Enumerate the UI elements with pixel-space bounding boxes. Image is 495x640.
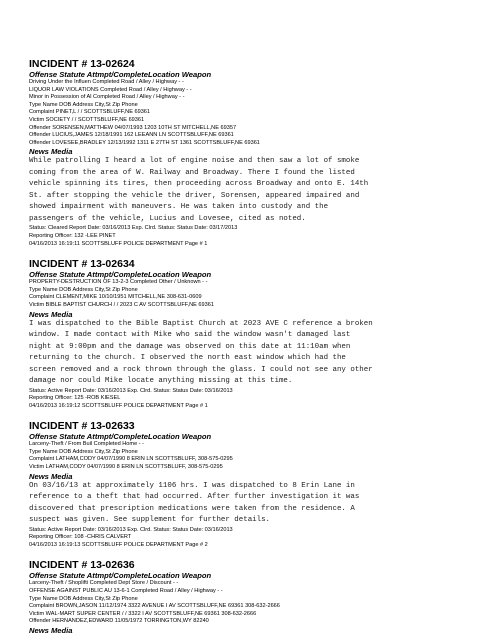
detail-line: Offender HERNANDEZ,EDWARD 11/05/1972 TORRINGTON,WY 82240 (29, 618, 209, 625)
news-media-label: News Media (29, 626, 73, 635)
detail-line: Larceny-Theft / From Buil Completed Home - - (29, 441, 145, 448)
narrative-line: On 03/16/13 at approximately 1106 hrs. I was dispatched to 8 Erin Lane in (29, 481, 355, 490)
detail-line: Complaint LATHAM,CODY 04/07/1990 8 ERIN LN SCOTTSBLUFF, 308-575-0295 (29, 456, 233, 463)
narrative-line: damage nor could Mike locate anything missing at this time. (29, 377, 293, 385)
narrative-line: I was dispatched to the Bible Baptist Church at 2023 AVE C reference a broken (29, 319, 373, 328)
detail-line: Complaint BROWN,JASON 11/12/1974 3322 AVENUE I AV SCOTTSBLUFF,NE 69361 308-632-2666 (29, 603, 280, 610)
detail-line: Larceny-Theft / Shoplifti Completed Dept Store / Discount - - (29, 580, 179, 587)
detail-line: Victim SOCIETY / / SCOTTSBLUFF,NE 69361 (29, 116, 145, 123)
incident-column-header: Offense Statute Attmpt/CompleteLocation Weapon (29, 432, 212, 442)
incident-block (29, 420, 495, 549)
detail-line: Type Name DOB Address City,St Zip Phone (29, 448, 138, 455)
incident-column-header: Offense Statute Attmpt/CompleteLocation Weapon (29, 270, 212, 280)
narrative (29, 481, 469, 527)
news-media-label: News Media (29, 309, 73, 319)
narrative-line: passengers of the vehicle, Lucius and Lovesee, cited as noted. (29, 214, 306, 223)
print-timestamp: 04/16/2013 16:19:12 SCOTTSBLUFF POLICE DEPARTMENT Page # 1 (29, 402, 208, 409)
detail-line: Complaint CLEMENT,MIKE 10/10/1951 MITCHELL,NE 308-631-0609 (29, 294, 202, 301)
print-timestamp: 04/16/2013 16:19:11 SCOTTSBLUFF POLICE DEPARTMENT Page # 1 (29, 240, 208, 247)
reporting-officer: Reporting Officer: 125 -ROB KIESEL (29, 395, 121, 402)
detail-line: Complaint PINET,L / / SCOTTSBLUFF,NE 69361 (29, 109, 151, 116)
detail-line: Minor in Possession of Al Completed Road / Alley / Highway - - (29, 94, 185, 101)
reporting-officer: Reporting Officer: 132 -LEE PINET (29, 232, 116, 239)
narrative (29, 319, 469, 388)
narrative-line: showed impairment with maneuvers. He was taken into custody and the (29, 203, 329, 212)
incident-block (29, 58, 495, 248)
narrative-line: screen removed and a rock thrown through the glass. I could not see any other (29, 365, 373, 374)
print-timestamp: 04/16/2013 16:19:13 SCOTTSBLUFF POLICE DEPARTMENT Page # 2 (29, 541, 208, 548)
detail-line: Type Name DOB Address City,St Zip Phone (29, 286, 138, 293)
incident-column-header: Offense Statute Attmpt/CompleteLocation Weapon (29, 571, 212, 581)
incident-title: INCIDENT # 13-02636 (29, 559, 135, 572)
narrative-line: St. after stopping the vehicle the driver, Sorensen, appeared impaired and (29, 191, 360, 200)
narrative-line: While patrolling I heard a lot of engine noise and then saw a lot of smoke (29, 157, 360, 166)
narrative-line: window. I made contact with Mike who said the window wasn't damaged last (29, 331, 351, 339)
status-line: Status: Cleared Report Date: 03/16/2013 Exp. Clrd. Status: Status Date: 03/17/2013 (29, 225, 238, 232)
detail-line: Offender LUCIUS,JAMES 12/18/1991 162 LEEANN LN SCOTTSBLUFF,NE 69361 (29, 132, 234, 139)
detail-line: OFFENSE AGAINST PUBLIC AU 13-6-1 Completed Road / Alley / Highway - - (29, 588, 223, 595)
detail-line: Type Name DOB Address City,St Zip Phone (29, 595, 138, 602)
detail-line: Victim WAL-MART SUPER CENTER / / 3322 I AV SCOTTSBLUFF,NE 69361 308-632-2666 (29, 610, 257, 617)
news-media-label: News Media (29, 147, 73, 157)
status-line: Status: Active Report Date: 03/16/2013 Exp. Clrd. Status: Status Date: 03/16/2013 (29, 526, 233, 533)
detail-line: LIQUOR LAW VIOLATIONS Completed Road / Alley / Highway - - (29, 86, 192, 93)
narrative-line: returning to the church. I observed the north east window which had the (29, 354, 346, 362)
detail-line: Victim BIBLE BAPTIST CHURCH / / 2023 C AV SCOTTSBLUFF,NE 69361 (29, 301, 214, 308)
narrative-line: coming from the area of W. Railway and Broadway. There I found the listed (29, 168, 355, 177)
reporting-officer: Reporting Officer: 108 -CHRIS CALVERT (29, 534, 132, 541)
detail-line: Offender SORENSEN,MATTHEW 04/07/1993 1203 10TH ST MITCHELL,NE 69357 (29, 124, 237, 131)
incident-title: INCIDENT # 13-02624 (29, 58, 135, 70)
news-media-label: News Media (29, 471, 73, 481)
detail-line: Victim LATHAM,CODY 04/07/1990 8 ERIN LN SCOTTSBLUFF, 308-575-0295 (29, 464, 223, 471)
status-line: Status: Active Report Date: 03/16/2013 Exp. Clrd. Status: Status Date: 03/16/2013 (29, 387, 233, 394)
incident-title: INCIDENT # 13-02634 (29, 258, 135, 271)
detail-line: PROPERTY-DESTRUCTION OF 13-2-3 Completed Other / Unknown - - (29, 279, 208, 286)
narrative-line: suspect was given. See supplement for further details. (29, 516, 271, 525)
narrative-line: discovered that prescription medications were taken from the residence. A (29, 504, 355, 513)
narrative (29, 156, 469, 225)
incident-column-header: Offense Statute Attmpt/CompleteLocation Weapon (29, 70, 212, 79)
detail-line: Driving Under the Influen Completed Road / Alley / Highway - - (29, 79, 184, 85)
incident-block (29, 559, 495, 635)
detail-line: Offender LOVESEE,BRADLEY 12/13/1992 1311 E 27TH ST 1361 SCOTTSBLUFF,NE 69361 (29, 139, 260, 146)
narrative-line: vehicle spinning its tires, then proceeding across Broadway and onto E. 14th (29, 180, 369, 189)
narrative-line: night at 9:00pm and the damage was observed on this date at 11:10am when (29, 342, 351, 351)
incident-block (29, 258, 495, 410)
incident-title: INCIDENT # 13-02633 (29, 420, 135, 433)
narrative-line: reference to a theft that had occurred. After further investigation it was (29, 493, 360, 502)
detail-line: Type Name DOB Address City,St Zip Phone (29, 101, 138, 108)
